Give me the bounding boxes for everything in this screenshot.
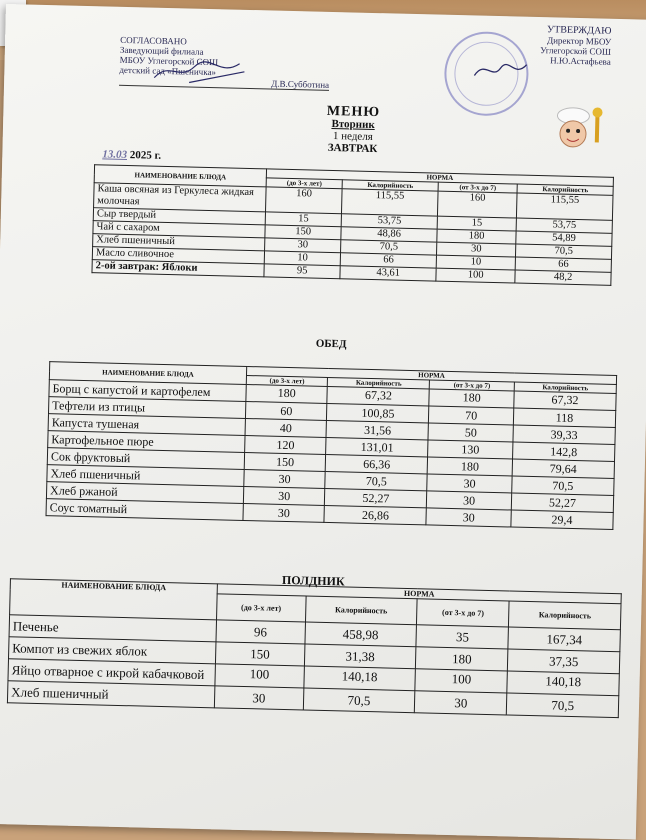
menu-title-block <box>292 105 413 156</box>
menu-date <box>102 148 161 161</box>
dish-name: Сок фруктовый <box>47 448 244 470</box>
portion-a: 95 <box>264 264 341 279</box>
portion-b: 35 <box>416 625 509 649</box>
calories-a: 70,5 <box>325 471 427 490</box>
calories-b: 66 <box>515 257 611 272</box>
calories-a: 31,56 <box>326 420 428 439</box>
calories-a: 31,38 <box>304 644 416 669</box>
breakfast-header-age-b: (от 3-х до 7) <box>438 182 517 193</box>
calories-a: 115,55 <box>342 189 438 216</box>
approved-line2: Углегорской СОШ <box>540 45 612 57</box>
agreed-line3: детский сад «Пшеничка» <box>119 64 217 78</box>
menu-title: МЕНЮ <box>326 103 381 121</box>
breakfast-header-dish: НАИМЕНОВАНИЕ БЛЮДА <box>94 165 266 187</box>
lunch-header-dish: НАИМЕНОВАНИЕ БЛЮДА <box>49 362 246 385</box>
snack-header-norm: НОРМА <box>217 584 621 604</box>
calories-a: 43,61 <box>340 266 436 281</box>
calories-a: 53,75 <box>341 214 437 229</box>
lunch-section-title: ОБЕД <box>315 337 347 351</box>
calories-b: 140,18 <box>507 671 619 696</box>
agreed-block <box>119 35 330 91</box>
dish-name: Каша овсяная из Геркулеса жидкая молочная <box>94 183 267 212</box>
portion-b: 100 <box>436 268 516 283</box>
dish-name: Масло сливочное <box>92 247 264 264</box>
lunch-table <box>45 361 617 530</box>
agreed-line2: МБОУ Углегорской СОШ <box>119 54 219 68</box>
calories-b: 70,5 <box>512 476 614 495</box>
dish-name: Печенье <box>9 615 216 642</box>
breakfast-table <box>91 164 614 286</box>
calories-b: 54,89 <box>516 231 612 246</box>
lunch-header-kal-b: Калорийность <box>514 382 616 393</box>
date-year: 2025 г. <box>129 149 162 162</box>
lunch-header-age-b: (от 3-х до 7) <box>430 380 515 391</box>
breakfast-header-age-a: (до 3-х лет) <box>266 178 342 189</box>
portion-b: 180 <box>416 647 509 671</box>
calories-b: 37,35 <box>508 649 620 674</box>
dish-name: 2-ой завтрак: Яблоки <box>92 260 264 277</box>
dish-name: Борщ с капустой и картофелем <box>49 380 246 402</box>
portion-a: 96 <box>216 620 305 644</box>
handwritten-signature-left <box>149 56 260 89</box>
portion-b: 30 <box>436 242 516 257</box>
dish-name: Капуста тушеная <box>48 414 245 436</box>
agreed-line1: Заведующий филиала <box>119 44 204 57</box>
date-handwritten: 13.03 <box>102 148 128 162</box>
chef-icon <box>550 105 609 156</box>
menu-meal: ЗАВТРАК <box>327 141 378 156</box>
portion-b: 30 <box>426 508 511 527</box>
portion-b: 15 <box>437 216 517 231</box>
lunch-header-kal-a: Калорийность <box>328 377 430 388</box>
calories-a: 66,36 <box>326 454 428 473</box>
approved-header: УТВЕРЖДАЮ <box>546 24 612 37</box>
snack-header-age-b: (от 3-х до 7) <box>417 599 510 627</box>
portion-b: 100 <box>415 669 508 693</box>
calories-a: 70,5 <box>341 240 437 255</box>
calories-b: 70,5 <box>516 244 612 259</box>
portion-a: 30 <box>243 486 325 505</box>
portion-b: 180 <box>428 457 513 476</box>
portion-a: 40 <box>245 418 327 437</box>
snack-header-kal-a: Калорийность <box>305 596 417 625</box>
portion-a: 120 <box>245 435 327 454</box>
snack-header-age-a: (до 3-х лет) <box>217 594 306 622</box>
portion-a: 30 <box>265 238 342 253</box>
portion-a: 150 <box>215 642 304 666</box>
portion-a: 30 <box>243 503 325 522</box>
calories-a: 70,5 <box>303 688 415 713</box>
calories-b: 39,33 <box>513 425 615 444</box>
snack-header-kal-b: Калорийность <box>509 601 621 630</box>
calories-a: 26,86 <box>324 505 426 524</box>
menu-week: 1 неделя <box>332 130 373 143</box>
dish-name: Яйцо отварное с икрой кабачковой <box>8 659 215 686</box>
portion-b: 70 <box>429 406 514 425</box>
dish-name: Хлеб пшеничный <box>47 465 244 487</box>
calories-a: 52,27 <box>325 488 427 507</box>
breakfast-header-norm: НОРМА <box>266 169 613 186</box>
lunch-header-norm: НОРМА <box>246 366 616 384</box>
portion-a: 30 <box>244 469 326 488</box>
portion-b: 160 <box>437 191 517 218</box>
calories-b: 53,75 <box>516 218 612 233</box>
portion-b: 30 <box>427 491 512 510</box>
calories-b: 167,34 <box>508 627 620 652</box>
calories-b: 67,32 <box>514 391 616 410</box>
portion-b: 180 <box>437 229 517 244</box>
lunch-header-age-a: (до 3-х лет) <box>246 375 328 386</box>
calories-a: 140,18 <box>303 666 415 691</box>
portion-a: 60 <box>245 401 327 420</box>
calories-a: 458,98 <box>305 622 417 647</box>
portion-b: 10 <box>436 255 516 270</box>
portion-a: 160 <box>265 187 342 214</box>
portion-b: 30 <box>427 474 512 493</box>
dish-name: Соус томатный <box>46 499 243 521</box>
approved-line3: Н.Ю.Астафьева <box>550 55 611 67</box>
approved-block <box>505 24 612 67</box>
dish-name: Картофельное пюре <box>48 431 245 453</box>
portion-a: 30 <box>214 686 303 710</box>
calories-b: 70,5 <box>507 693 619 718</box>
calories-b: 118 <box>513 408 615 427</box>
portion-a: 100 <box>215 664 304 688</box>
calories-a: 131,01 <box>326 437 428 456</box>
calories-a: 100,85 <box>327 403 429 422</box>
dish-name: Тефтели из птицы <box>49 397 246 419</box>
approved-line1: Директор МБОУ <box>546 35 612 47</box>
calories-b: 48,2 <box>515 270 611 285</box>
agreed-header: СОГЛАСОВАНО <box>120 34 187 47</box>
calories-a: 67,32 <box>327 386 429 405</box>
portion-a: 10 <box>264 251 341 266</box>
menu-day: Вторник <box>331 117 375 132</box>
snack-section-title: ПОЛДНИК <box>281 572 345 589</box>
portion-b: 180 <box>429 389 514 408</box>
portion-b: 50 <box>428 423 513 442</box>
calories-b: 79,64 <box>512 459 614 478</box>
portion-b: 130 <box>428 440 513 459</box>
calories-b: 115,55 <box>517 193 613 220</box>
breakfast-header-kal-a: Калорийность <box>342 180 438 191</box>
snack-table <box>7 578 622 718</box>
portion-a: 150 <box>265 225 342 240</box>
portion-b: 30 <box>415 691 508 715</box>
dish-name: Сыр твердый <box>93 208 265 225</box>
portion-a: 150 <box>244 452 326 471</box>
portion-a: 180 <box>246 384 328 403</box>
calories-b: 29,4 <box>511 510 613 529</box>
breakfast-header-kal-b: Калорийность <box>517 184 613 195</box>
calories-b: 52,27 <box>511 493 613 512</box>
dish-name: Чай с сахаром <box>93 221 265 238</box>
calories-a: 48,86 <box>341 227 437 242</box>
dish-name: Хлеб пшеничный <box>7 681 214 708</box>
snack-header-dish: НАИМЕНОВАНИЕ БЛЮДА <box>10 579 218 620</box>
portion-a: 15 <box>265 212 342 227</box>
dish-name: Хлеб пшеничный <box>93 234 265 251</box>
calories-b: 142,8 <box>512 442 614 461</box>
agreed-signer: Д.В.Субботина <box>271 78 330 90</box>
calories-a: 66 <box>340 253 436 268</box>
menu-sheet <box>0 4 646 840</box>
dish-name: Компот из свежих яблок <box>9 637 216 664</box>
dish-name: Хлеб ржаной <box>46 482 243 504</box>
